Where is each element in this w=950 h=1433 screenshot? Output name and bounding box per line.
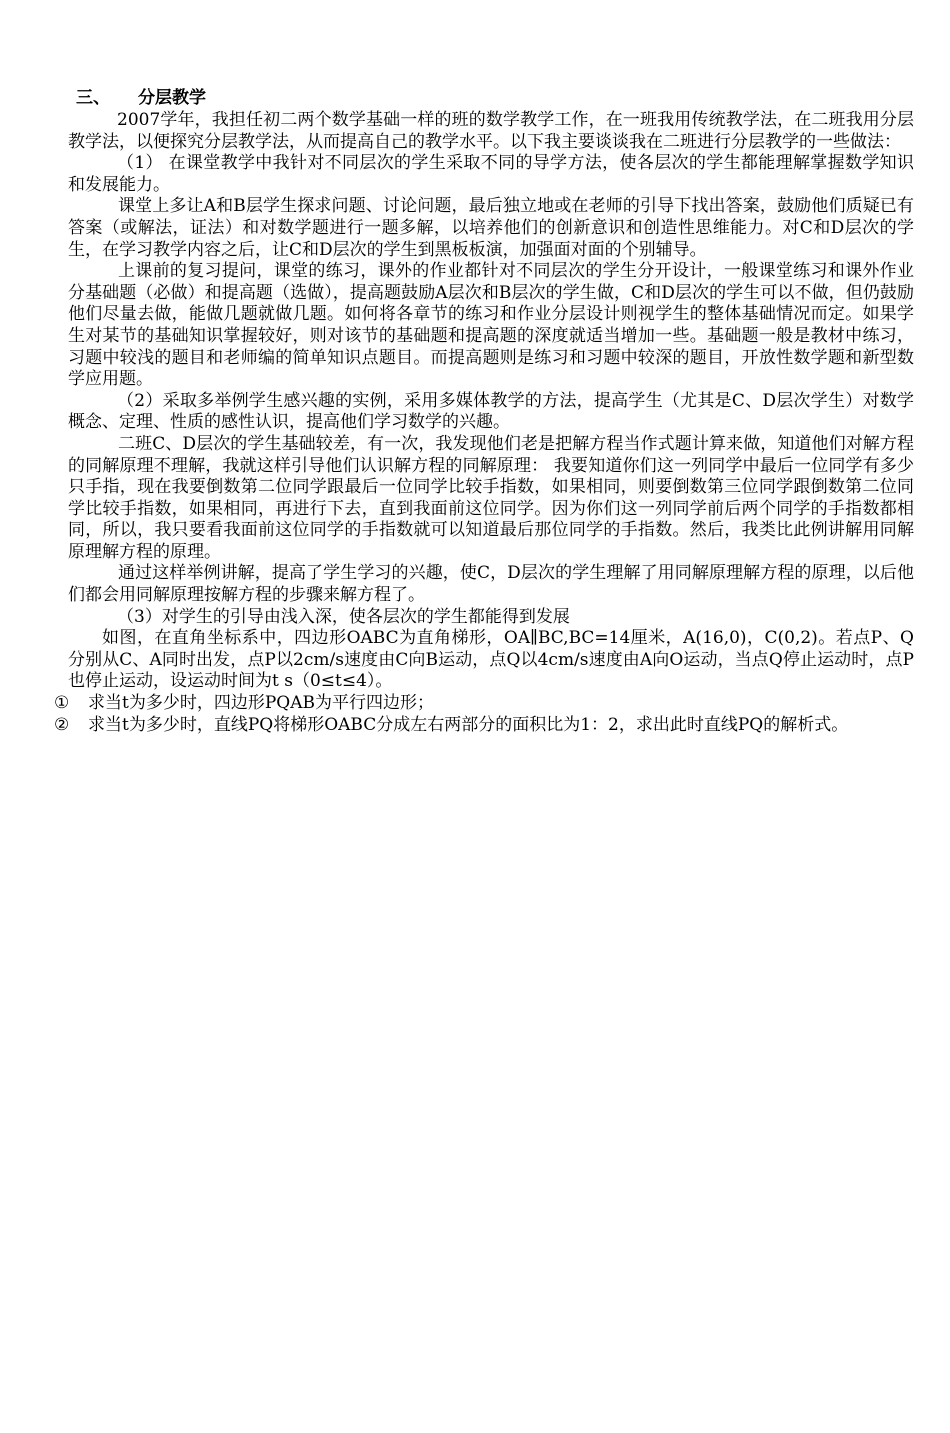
point2-body-b: 通过这样举例讲解，提高了学生学习的兴趣，使C，D层次的学生理解了用同解原理解方程的原理，以后他们都会用同解原理按解方程的步骤来解方程了。 (68, 563, 914, 606)
point2-body-a: 二班C、D层次的学生基础较差，有一次，我发现他们老是把解方程当作式题计算来做，知道他们对解方程的同解原理不理解，我就这样引导他们认识解方程的同解原理： 我要知道你们这一列同学中最后一位同学有多少只手指，现在我要倒数第二位同学跟最后一位同学比较手指数，如果相同，则要倒数第三位同学跟倒数第二位同学比较手指数，如果相同，再进行下去，直到我面前这位同学。因为你们这一列同学前后两个同学的手指数都相同，所以，我只要看我面前这位同学的手指数就可以知道最后那位同学的手指数。然后，我类比此例讲解用同解原理解方程的原理。 (68, 433, 914, 562)
section-number: 三、 (76, 88, 110, 108)
question-text: 求当t为多少时，直线PQ将梯形OABC分成左右两部分的面积比为1：2，求出此时直线PQ的解析式。 (88, 714, 849, 735)
section-title: 分层教学 (138, 88, 206, 108)
question-marker: ② (54, 714, 70, 735)
point1-body-b: 上课前的复习提问，课堂的练习，课外的作业都针对不同层次的学生分开设计，一般课堂练习和课外作业分基础题（必做）和提高题（选做），提高题鼓励A层次和B层次的学生做，C和D层次的学生可以不做，但仍鼓励他们尽量去做，能做几题就做几题。如何将各章节的练习和作业分层设计则视学生的整体基础情况而定。如果学生对某节的基础知识掌握较好，则对该节的基础题和提高题的深度就适当增加一些。基础题一般是教材中练习，习题中较浅的题目和老师编的简单知识点题目。而提高题则是练习和习题中较深的题目，开放性数学题和新型数学应用题。 (68, 261, 914, 390)
point2-title: （2）采取多举例学生感兴趣的实例，采用多媒体教学的方法，提高学生（尤其是C、D层次学生）对数学概念、定理、性质的感性认识，提高他们学习数学的兴趣。 (68, 390, 914, 433)
document-content (54, 86, 914, 736)
question-item (54, 693, 914, 715)
point3-title: （3）对学生的引导由浅入深，使各层次的学生都能得到发展 (117, 606, 570, 627)
section-heading (68, 86, 914, 110)
point1-title: （1） 在课堂教学中我针对不同层次的学生采取不同的导学方法，使各层次的学生都能理解掌握数学知识和发展能力。 (68, 153, 914, 195)
point1-body-a: 课堂上多让A和B层学生探求问题、讨论问题，最后独立地或在老师的引导下找出答案，鼓励他们质疑已有答案（或解法，证法）和对数学题进行一题多解，以培养他们的创新意识和创造性思维能力。对C和D层次的学生，在学习教学内容之后，让C和D层次的学生到黑板板演，加强面对面的个别辅导。 (68, 196, 914, 260)
problem-statement: 如图，在直角坐标系中，四边形OABC为直角梯形，OA∥BC,BC=14厘米，A(16,0)，C(0,2)。若点P、Q分别从C、A同时出发，点P以2cm/s速度由C向B运动，点Q以4cm/s速度由A向O运动，当点Q停止运动时，点P也停止运动，设运动时间为t s（0≤t≤4）。 (68, 628, 914, 692)
question-marker: ① (54, 693, 70, 714)
question-item (54, 714, 914, 737)
question-text: 求当t为多少时，四边形PQAB为平行四边形； (88, 693, 434, 714)
intro-paragraph: 2007学年，我担任初二两个数学基础一样的班的数学教学工作，在一班我用传统教学法，在二班我用分层教学法，以便探究分层教学法，从而提高自己的教学水平。以下我主要谈谈我在二班进行分层教学的一些做法： (68, 110, 914, 152)
